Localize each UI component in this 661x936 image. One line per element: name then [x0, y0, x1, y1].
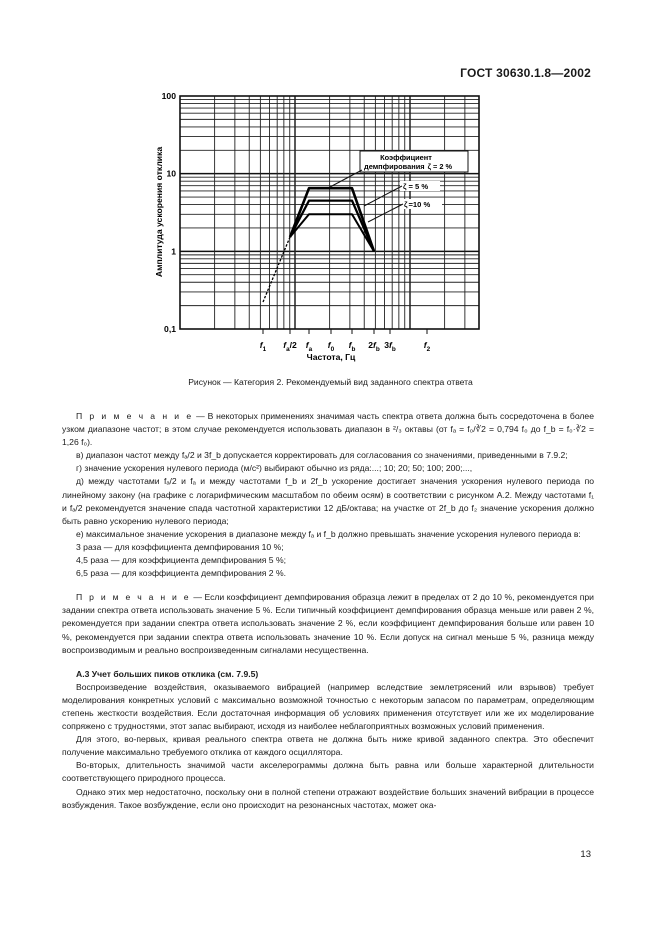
y-tick-label: 100 — [161, 91, 176, 101]
damping-box-line2: демпфирования ζ = 2 % — [364, 162, 453, 171]
x-tick-label-f0: $f_0$ — [327, 340, 335, 353]
response-spectrum-chart — [0, 0, 661, 370]
list-item-3: 6,5 раза — для коэффициента демпфирования 2 %. — [76, 568, 286, 579]
paragraph-3: Во-вторых, длительность значимой части акселерограммы должна быть равна или больше характерной длительности соответствующего природного процесса. — [62, 760, 594, 784]
y-tick-label: 10 — [166, 168, 176, 179]
page-number: 13 — [580, 849, 591, 860]
spectrum-curves — [263, 188, 374, 302]
item-d: д) между частотами fₐ/2 и fₐ и между частотами f_b и 2f_b ускорение достигает значения ускорения нулевого периода по линейному закону (на графике с логарифмическим масштабом по обеим осям) в соответствии с рисунком А.2. Между частотами f₁ и fₐ/2 рекомендуется значение спада частотной характеристики 12 дБ/октава; на участке от 2f_b до f₂ значение ускорения должно быть равно ускорению нулевого периода; — [62, 476, 594, 526]
y-tick-label: 1 — [171, 246, 176, 257]
x-tick-label-2fb: $2f_b$ — [368, 340, 380, 353]
x-tick-label-f2: $f_2$ — [423, 340, 431, 353]
note-2: П р и м е ч а н и е — Если коэффициент демпфирования образца лежит в пределах от 2 до 10 %, рекомендуется при задании спектра ответа использовать значение 5 %. Если типичный коэффициент демпфирования образца меньше или равен 2 %, рекомендуется при задании спектра ответа использовать значение 2 %, если коэффициент демпфирования больше или равен 10 %, рекомендуется при задании спектра ответа использовать значение 10 %. Если допуск на сигнал меньше 5 %, разница между воспроизводимым и реально воспроизведенным сигналами несущественна. — [62, 592, 594, 655]
y-tick-label: 0,1 — [164, 324, 176, 334]
damping-label-10: ζ=10 % — [404, 200, 431, 209]
y-axis-label: Амплитуда ускорения отклика — [154, 146, 164, 278]
x-tick-label-3fb: $3f_b$ — [384, 340, 396, 353]
x-tick-labels — [260, 329, 431, 353]
document-header: ГОСТ 30630.1.8—2002 — [460, 66, 591, 80]
leader-10 — [368, 204, 403, 222]
x-tick-label-f1: $f_1$ — [259, 340, 267, 353]
paragraph-2: Для этого, во-первых, кривая реального спектра ответа не должна быть ниже кривой заданного спектра. Это обеспечит получение максимально требуемого отклика от каждого осциллятора. — [62, 734, 594, 758]
chart-grid — [180, 96, 479, 329]
item-v: в) диапазон частот между fₐ/2 и 3f_b допускается корректировать для согласования со значениями, приведенными в 7.9.2; — [76, 450, 568, 461]
item-g: г) значение ускорения нулевого периода (м/с²) выбирают обычно из ряда:...; 10; 20; 50; 100; 200;..., — [76, 463, 473, 474]
body-block-1 — [62, 410, 594, 812]
damping-box-line1: Коэффициент — [380, 153, 432, 162]
note-1: П р и м е ч а н и е — В некоторых применениях значимая часть спектра ответа должна быть сосредоточена в более узком диапазоне частот; в этом случае рекомендуется использовать диапазон в ²/₃ октавы (от fₐ = f₀/∛2 = 0,794 f₀ до f_b = f₀·∛2 = 1,26 f₀). — [62, 411, 594, 448]
x-tick-label-fb: $f_b$ — [348, 340, 356, 353]
paragraph-4: Однако этих мер недостаточно, поскольку они в полной степени отражают воздействие больших значений вибрации в процессе возбуждения. Такое возбуждение, если оно происходит на резонансных частотах, может ока- — [62, 786, 594, 810]
list-item-2: 4,5 раза — для коэффициента демпфирования 5 %; — [76, 555, 286, 566]
x-tick-label-fa/2: $f_a/2$ — [283, 340, 297, 353]
paragraph-1: Воспроизведение воздействия, оказываемого вибрацией (например вследствие землетрясений или взрывов) требует моделирования конкретных условий с максимально возможной точностью с некоторым запасом по параметрам, определяющим степень жесткости воздействия. Если достаточная информация об условиях применения отсутствует или же их моделирование сопряжено с трудностями, этот запас выбирают, исходя из наиболее неблагоприятных возможных условий применения. — [62, 681, 594, 732]
leader-5 — [364, 186, 402, 206]
item-e: е) максимальное значение ускорения в диапазоне между fₐ и f_b должно превышать значение ускорения нулевого периода в: — [76, 528, 581, 539]
figure-caption: Рисунок — Категория 2. Рекомендуемый вид заданного спектра ответа — [188, 377, 473, 387]
x-axis-label: Частота, Гц — [306, 352, 356, 362]
list-item-1: 3 раза — для коэффициента демпфирования 10 %; — [76, 541, 284, 552]
section-heading: А.3 Учет больших пиков отклика (см. 7.9.5) — [76, 668, 259, 679]
leader-2 — [330, 170, 362, 187]
x-tick-label-fa: $f_a$ — [305, 340, 313, 353]
damping-label-5: ζ = 5 % — [403, 182, 429, 191]
